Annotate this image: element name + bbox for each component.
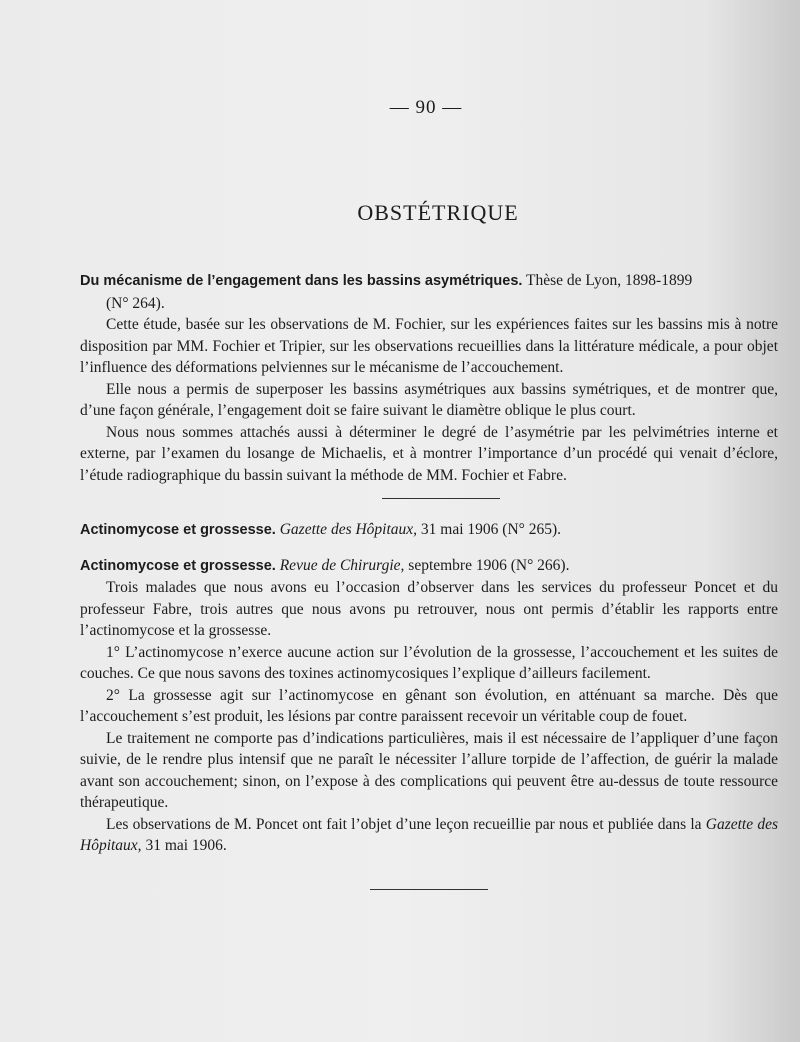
entry-citation: septembre 1906 (N° 266). — [408, 556, 570, 574]
entry-journal: Gazette des Hôpitaux, — [279, 521, 418, 538]
paragraph: Elle nous a permis de superposer les bassins asymétriques aux bassins symétriques, et de montrer que, d’une façon générale, l’engagement doit se faire suivant le diamètre oblique le plus court. — [80, 380, 778, 419]
paragraph-final — [80, 814, 778, 857]
paragraph: 2° La grossesse agit sur l’actinomycose en gênant son évolution, en atténuant sa marche. Dès que l’accouchement s’est produit, les lésions par contre paraissent recevoir un véritable coup de fouet. — [80, 686, 778, 725]
paragraph: Trois malades que nous avons eu l’occasion d’observer dans les services du professeur Poncet et du professeur Fabre, trois autres que nous avons pu retrouver, nous ont permis d’établir les rapports entre l’actinomycose et la grossesse. — [80, 579, 778, 639]
entry-heading — [80, 270, 778, 314]
entry-heading — [80, 555, 778, 578]
entry-heading — [80, 519, 778, 542]
section-divider — [382, 498, 500, 499]
paragraph-text: Les observations de M. Poncet ont fait l’objet d’une leçon recueillie par nous et publiée dans la — [106, 815, 702, 833]
entry-actinomycose-gazette — [80, 519, 778, 542]
paragraph: 1° L’actinomycose n’exerce aucune action sur l’évolution de la grossesse, l’accouchement et les suites de couches. Ce que nous savons des toxines actinomycosiques l’explique d’ailleurs facilement. — [80, 643, 778, 682]
entry-citation: 31 mai 1906 (N° 265). — [420, 521, 562, 538]
spacer — [80, 542, 778, 555]
entry-citation: Thèse de Lyon, 1898-1899 — [526, 272, 693, 289]
section-title: OBSTÉTRIQUE — [357, 200, 519, 225]
entry-engagement-bassins — [80, 270, 778, 486]
body-text — [80, 270, 778, 910]
entry-number: (N° 264). — [106, 294, 165, 312]
page-number: — 90 — — [389, 97, 463, 118]
closing-journal: Gazette des Hôpitaux, — [80, 815, 778, 854]
paragraph: Le traitement ne comporte pas d’indications particulières, mais il est nécessaire de l’appliquer d’une façon suivie, de le rendre plus intensif que ne paraît le nécessiter l’allure torpide de l’affection, de guérir la malade avant son accouchement; sinon, on l’expose à des complications qui peuvent être au-dessus de toute ressource thérapeutique. — [80, 729, 778, 811]
paragraph: Nous nous sommes attachés aussi à déterminer le degré de l’asymétrie par les pelvimétries interne et externe, par l’examen du losange de Michaelis, et à montrer l’importance d’un procédé qui venait d’éclore, l’étude radiographique du bassin suivant la méthode de MM. Fochier et Fabre. — [80, 423, 778, 484]
entry-title: Du mécanisme de l’engagement dans les bassins asymétriques. — [80, 273, 523, 289]
entry-journal: Revue de Chirurgie, — [279, 556, 405, 574]
entry-title: Actinomycose et grossesse. — [80, 557, 276, 574]
entry-actinomycose-revue — [80, 555, 778, 857]
closing-text: 31 mai 1906. — [145, 837, 227, 854]
end-divider — [370, 889, 488, 890]
entry-title: Actinomycose et grossesse. — [80, 522, 276, 538]
paragraph: Cette étude, basée sur les observations de M. Fochier, sur les expériences faites sur les bassins mis à notre disposition par MM. Fochier et Tripier, sur les observations recueillies dans la littérature médicale, a pour objet l’influence des déformations pelviennes sur le mécanisme de l’accouchement. — [80, 316, 778, 376]
